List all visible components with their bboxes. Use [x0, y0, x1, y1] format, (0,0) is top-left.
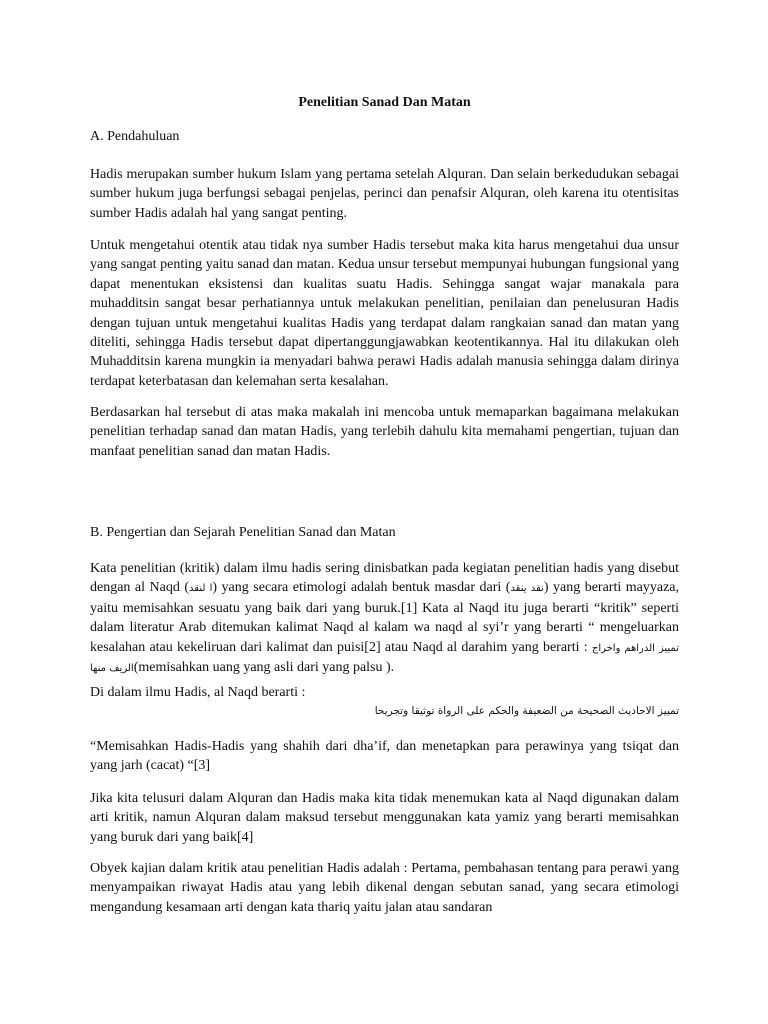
section-b-paragraph-1: [90, 559, 679, 678]
arabic-phrase-tamyiz-al-darahim: تمييز الدراهم واخراج الزيف منها: [90, 642, 679, 675]
arabic-term-naqada-yanqudu: نقد ينقد: [510, 583, 544, 595]
section-b-paragraph-4: Jika kita telusuri dalam Alquran dan Hadis maka kita tidak menemukan kata al Naqd digunakan dalam arti kritik, namun Alquran dalam maksud tersebut menggunakan kata yamiz yang berarti memisahkan yang buruk dari yang baik[4]: [90, 791, 679, 845]
section-b-paragraph-2: Di dalam ilmu Hadis, al Naqd berarti :: [90, 685, 306, 700]
section-a-paragraph-2: Untuk mengetahui otentik atau tidak nya sumber Hadis tersebut maka kita harus mengetahui dua unsur yang sangat penting yaitu sanad dan matan. Kedua unsur tersebut mempunyai hubungan fungsional yang dapat menentukan eksistensi dan kualitas suatu Hadis. Sehingga sangat wajar manakala para muhadditsin sangat besar perhatiannya untuk melakukan penelitian, penilaian dan penelusuran Hadis dengan tujuan untuk mengetahui kualitas Hadis yang terdapat dalam rangkaian sanad dan matan yang diteliti, sehingga Hadis tersebut dapat dipertanggungjawabkan keotentikannya. Hal itu dilakukan oleh Muhadditsin karena mungkin ia menyadari bahwa perawi Hadis adalah manusia sehingga dalam dirinya terdapat keterbatasan dan kelemahan serta kesalahan.: [90, 238, 679, 389]
arabic-definition-line: تمييز الاحاديث الصحيحة من الضعيفة والحكم على الرواة توثيقا وتجريحا: [374, 705, 679, 717]
section-b-p1-text-c: ) yang berarti mayyaza, yaitu memisahkan sesuatu yang baik dari yang buruk.[1] Kata al Naqd itu juga berarti “kritik” seperti dalam literatur Arab ditemukan kalimat Naqd al kalam wa naqd al syi’r yang berarti “ mengeluarkan kesalahan atau kekeliruan dari kalimat dan puisi[2] atau Naqd al darahim yang berarti :: [90, 580, 679, 655]
section-b-paragraph-5: Obyek kajian dalam kritik atau penelitian Hadis adalah : Pertama, pembahasan tentang para perawi yang menyampaikan riwayat Hadis atau yang lebih dikenal dengan sebutan sanad, yang secara etimologi mengandung kesamaan arti dengan kata thariq yaitu jalan atau sandaran: [90, 861, 679, 915]
section-b-p1-text-d: (memisahkan uang yang asli dari yang palsu ).: [133, 660, 395, 676]
section-b-heading: B. Pengertian dan Sejarah Penelitian Sanad dan Matan: [90, 525, 396, 540]
section-a-paragraph-3: Berdasarkan hal tersebut di atas maka makalah ini mencoba untuk memaparkan bagaimana melakukan penelitian terhadap sanad dan matan Hadis, yang terlebih dahulu kita memahami pengertian, tujuan dan manfaat penelitian sanad dan matan Hadis.: [90, 405, 679, 459]
section-a-paragraph-1: Hadis merupakan sumber hukum Islam yang pertama setelah Alquran. Dan selain berkedudukan sebagai sumber hukum juga berfungsi sebagai penjelas, perinci dan penafsir Alquran, oleh karena itu otentisitas sumber Hadis adalah hal yang sangat penting.: [90, 167, 679, 221]
arabic-term-al-naqd: ا لنقد: [189, 583, 213, 595]
section-a-heading: A. Pendahuluan: [90, 129, 180, 144]
section-b-p1-text-a: Kata penelitian (kritik) dalam ilmu hadis sering dinisbatkan pada kegiatan penelitian hadis yang disebut dengan al Naqd (: [90, 561, 679, 596]
section-b-p1-text-b: ) yang secara etimologi adalah bentuk masdar dari (: [212, 580, 511, 596]
section-b-paragraph-3: “Memisahkan Hadis-Hadis yang shahih dari dha’if, dan menetapkan para perawinya yang tsiqat dan yang jarh (cacat) “[3]: [90, 739, 679, 774]
document-title: Penelitian Sanad Dan Matan: [298, 95, 471, 110]
